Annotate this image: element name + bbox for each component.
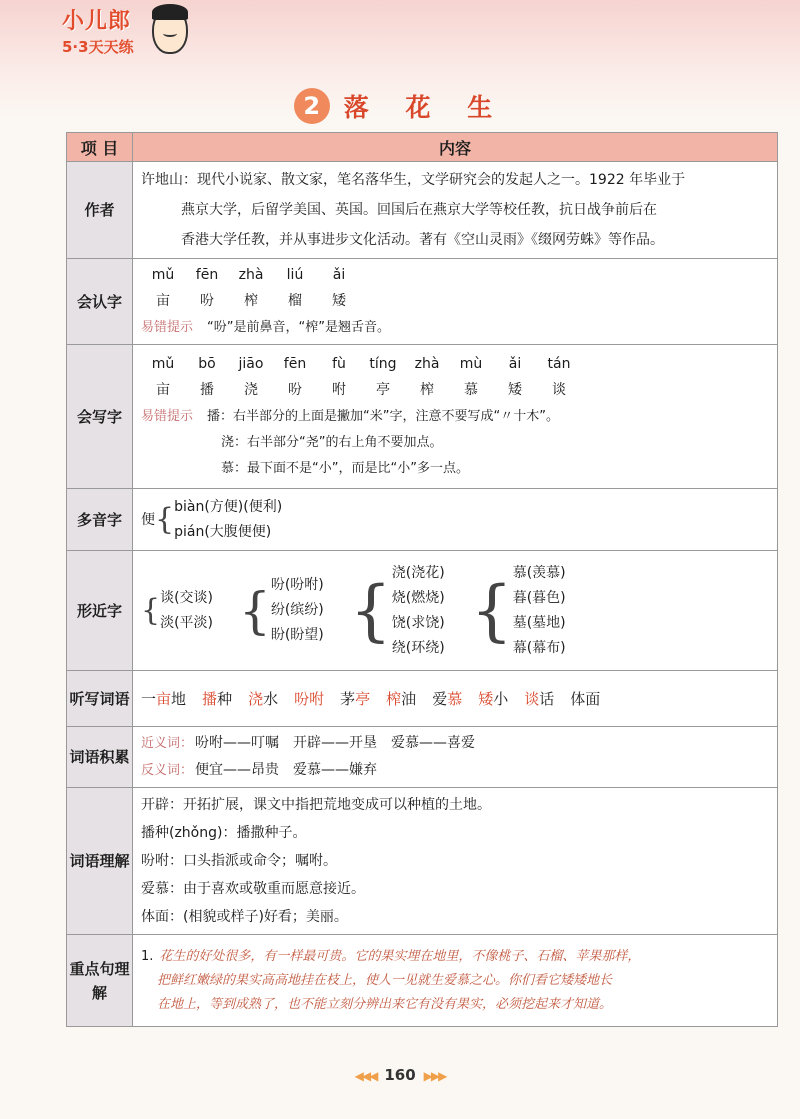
left-arrows-icon: ◀◀◀ bbox=[354, 1069, 377, 1083]
key-number: 1. bbox=[141, 948, 154, 964]
dictation-word: 谈话 bbox=[524, 689, 555, 708]
key-line: 在地上，等到成熟了，也不能立刻分辨出来它有没有果实，必须挖起来才知道。 bbox=[157, 996, 613, 1012]
brace-icon: { bbox=[155, 501, 175, 537]
pinyin: mù bbox=[459, 356, 483, 372]
brace-icon: { bbox=[349, 571, 392, 649]
pinyin: ǎi bbox=[332, 267, 346, 283]
vocab-content bbox=[133, 727, 778, 788]
dictation-word: 体面 bbox=[570, 689, 601, 708]
pinyin: fēn bbox=[195, 267, 219, 283]
similar-item: 纷(缤纷) bbox=[270, 602, 324, 618]
syn-label: 近义词： bbox=[141, 736, 194, 751]
key-line: 把鲜红嫩绿的果实高高地挂在枝上，使人一见就生爱慕之心。你们看它矮矮地长 bbox=[157, 972, 613, 988]
tip-row bbox=[141, 403, 769, 430]
reading: pián(大腹便便) bbox=[174, 523, 272, 540]
row-label: 多音字 bbox=[67, 489, 133, 551]
dictation-word: 榨油 bbox=[386, 689, 417, 708]
pinyin-row bbox=[141, 351, 769, 377]
header-item: 项 目 bbox=[67, 133, 133, 162]
meaning-item: 爱慕：由于喜欢或敬重而愿意接近。 bbox=[141, 881, 365, 897]
dictation-word: 吩咐 bbox=[294, 689, 325, 708]
pinyin: liú bbox=[286, 267, 304, 283]
polyphone-char: 便 bbox=[141, 511, 155, 528]
tip-text: 慕：最下面不是“小”，而是比“小”多一点。 bbox=[221, 461, 469, 476]
brace-icon: { bbox=[141, 592, 161, 628]
tip-label: 易错提示 bbox=[141, 409, 194, 424]
syn-text: 吩咐——叮嘱 开辟——开垦 爱慕——喜爱 bbox=[195, 735, 476, 751]
lesson-name: 落 花 生 bbox=[343, 93, 507, 122]
dictation-word: 播种 bbox=[202, 689, 233, 708]
right-arrows-icon: ▶▶▶ bbox=[423, 1069, 446, 1083]
similar-item: 慕(羡慕) bbox=[512, 564, 566, 581]
row-label: 词语理解 bbox=[67, 788, 133, 935]
similar-item: 烧(燃烧) bbox=[391, 589, 445, 606]
synonyms bbox=[141, 730, 769, 757]
dictation-word: 一亩地 bbox=[141, 689, 187, 708]
char: 慕 bbox=[464, 382, 478, 398]
char: 矮 bbox=[508, 382, 522, 398]
pinyin: mǔ bbox=[151, 267, 175, 283]
row-recognize bbox=[67, 259, 778, 345]
pinyin: ǎi bbox=[508, 356, 522, 372]
author-content bbox=[133, 162, 778, 259]
pinyin: zhà bbox=[238, 267, 264, 283]
meaning-item: 吩咐：口头指派或命令；嘱咐。 bbox=[141, 853, 337, 869]
row-label: 词语积累 bbox=[67, 727, 133, 788]
pinyin: tán bbox=[547, 356, 571, 372]
char: 吩 bbox=[200, 293, 214, 309]
similar-item: 饶(求饶) bbox=[391, 614, 445, 631]
dictation-word: 矮小 bbox=[478, 689, 509, 708]
mascot-icon bbox=[152, 6, 188, 54]
char: 榨 bbox=[420, 382, 434, 398]
ant-label: 反义词： bbox=[141, 763, 194, 778]
row-label: 形近字 bbox=[67, 551, 133, 671]
brace-icon: { bbox=[470, 571, 513, 649]
similar-item: 绕(环绕) bbox=[391, 639, 445, 656]
meaning-item: 开辟：开拓扩展，课文中指把荒地变成可以种植的土地。 bbox=[141, 797, 491, 813]
pinyin: zhà bbox=[414, 356, 440, 372]
tip-label: 易错提示 bbox=[141, 320, 194, 335]
row-write bbox=[67, 345, 778, 489]
pinyin: mǔ bbox=[151, 356, 175, 372]
lesson-title bbox=[0, 88, 800, 124]
similar-item: 浇(浇花) bbox=[391, 564, 445, 581]
char: 亭 bbox=[376, 382, 390, 398]
key-content bbox=[133, 935, 778, 1027]
brand-logo bbox=[44, 4, 184, 62]
author-line: 燕京大学，后留学美国、英国。回国后在燕京大学等校任教，抗日战争前后在 bbox=[181, 202, 657, 218]
pinyin: tíng bbox=[369, 356, 397, 372]
author-line: 香港大学任教，并从事进步文化活动。著有《空山灵雨》《缀网劳蛛》等作品。 bbox=[181, 232, 664, 248]
char: 亩 bbox=[156, 293, 170, 309]
meaning-item: 播种(zhǒng)：播撒种子。 bbox=[141, 825, 307, 841]
pinyin: jiāo bbox=[238, 356, 264, 372]
write-content bbox=[133, 345, 778, 489]
dictation-word: 浇水 bbox=[248, 689, 279, 708]
char: 吩 bbox=[288, 382, 302, 398]
lesson-number: 2 bbox=[294, 88, 330, 124]
brand-name: 小儿郎 bbox=[62, 9, 132, 34]
author-line: 许地山：现代小说家、散文家，笔名落华生，文学研究会的发起人之一。1922 年毕业于 bbox=[141, 172, 686, 188]
row-dictation bbox=[67, 671, 778, 727]
row-polyphone bbox=[67, 489, 778, 551]
brace-icon: { bbox=[239, 581, 271, 640]
dictation-word: 爱慕 bbox=[432, 689, 463, 708]
tip-text: 浇：右半部分“尧”的右上角不要加点。 bbox=[221, 435, 443, 450]
row-label: 听写词语 bbox=[67, 671, 133, 727]
key-line: 1. 花生的好处很多，有一样最可贵。它的果实埋在地里，不像桃子、石榴、苹果那样， bbox=[141, 948, 641, 964]
row-vocab bbox=[67, 727, 778, 788]
row-label: 重点句理解 bbox=[67, 935, 133, 1027]
char: 浇 bbox=[244, 382, 258, 398]
tip-text: 播：右半部分的上面是撇加“米”字，注意不要写成“〃十木”。 bbox=[207, 409, 559, 424]
similar-item: 吩(吩咐) bbox=[270, 577, 324, 593]
similar-item: 墓(墓地) bbox=[512, 614, 566, 631]
tip-text: “吩”是前鼻音，“榨”是翘舌音。 bbox=[207, 320, 390, 335]
row-key bbox=[67, 935, 778, 1027]
char: 榨 bbox=[244, 293, 258, 309]
char: 矮 bbox=[332, 293, 346, 309]
dictation-content bbox=[133, 671, 778, 727]
ant-text: 便宜——昂贵 爱慕——嫌弃 bbox=[195, 762, 378, 778]
row-label: 会认字 bbox=[67, 259, 133, 345]
char: 播 bbox=[200, 382, 214, 398]
char-row bbox=[141, 377, 769, 403]
recognize-content bbox=[133, 259, 778, 345]
antonyms bbox=[141, 757, 769, 784]
row-similar bbox=[67, 551, 778, 671]
similar-item: 暮(暮色) bbox=[512, 589, 566, 606]
row-label: 会写字 bbox=[67, 345, 133, 489]
pinyin: bō bbox=[198, 356, 216, 372]
similar-item: 谈(交谈) bbox=[160, 589, 214, 606]
char: 榴 bbox=[288, 293, 302, 309]
table-header bbox=[67, 133, 778, 162]
page-number: ◀◀◀ 160 ▶▶▶ bbox=[354, 1066, 446, 1084]
polyphone-content bbox=[133, 489, 778, 551]
pinyin-row bbox=[141, 262, 769, 288]
similar-item: 幕(幕布) bbox=[512, 639, 566, 656]
brand-series: 5·3天天练 bbox=[62, 38, 134, 56]
char: 谈 bbox=[552, 382, 566, 398]
char: 咐 bbox=[332, 382, 346, 398]
dictation-word: 茅亭 bbox=[340, 689, 371, 708]
row-author bbox=[67, 162, 778, 259]
row-label: 作者 bbox=[67, 162, 133, 259]
similar-item: 盼(盼望) bbox=[270, 627, 324, 643]
header-content: 内容 bbox=[133, 133, 778, 162]
lesson-table bbox=[66, 132, 778, 1027]
char: 亩 bbox=[156, 382, 170, 398]
similar-item: 淡(平淡) bbox=[160, 614, 214, 631]
reading: biàn(方便)(便利) bbox=[174, 498, 283, 515]
pinyin: fēn bbox=[283, 356, 307, 372]
tip-row bbox=[141, 314, 769, 341]
meaning-item: 体面：(相貌或样子)好看；美丽。 bbox=[141, 909, 348, 925]
row-meaning bbox=[67, 788, 778, 935]
pinyin: fù bbox=[332, 356, 346, 372]
char-row bbox=[141, 288, 769, 314]
meaning-content bbox=[133, 788, 778, 935]
similar-content bbox=[133, 551, 778, 671]
